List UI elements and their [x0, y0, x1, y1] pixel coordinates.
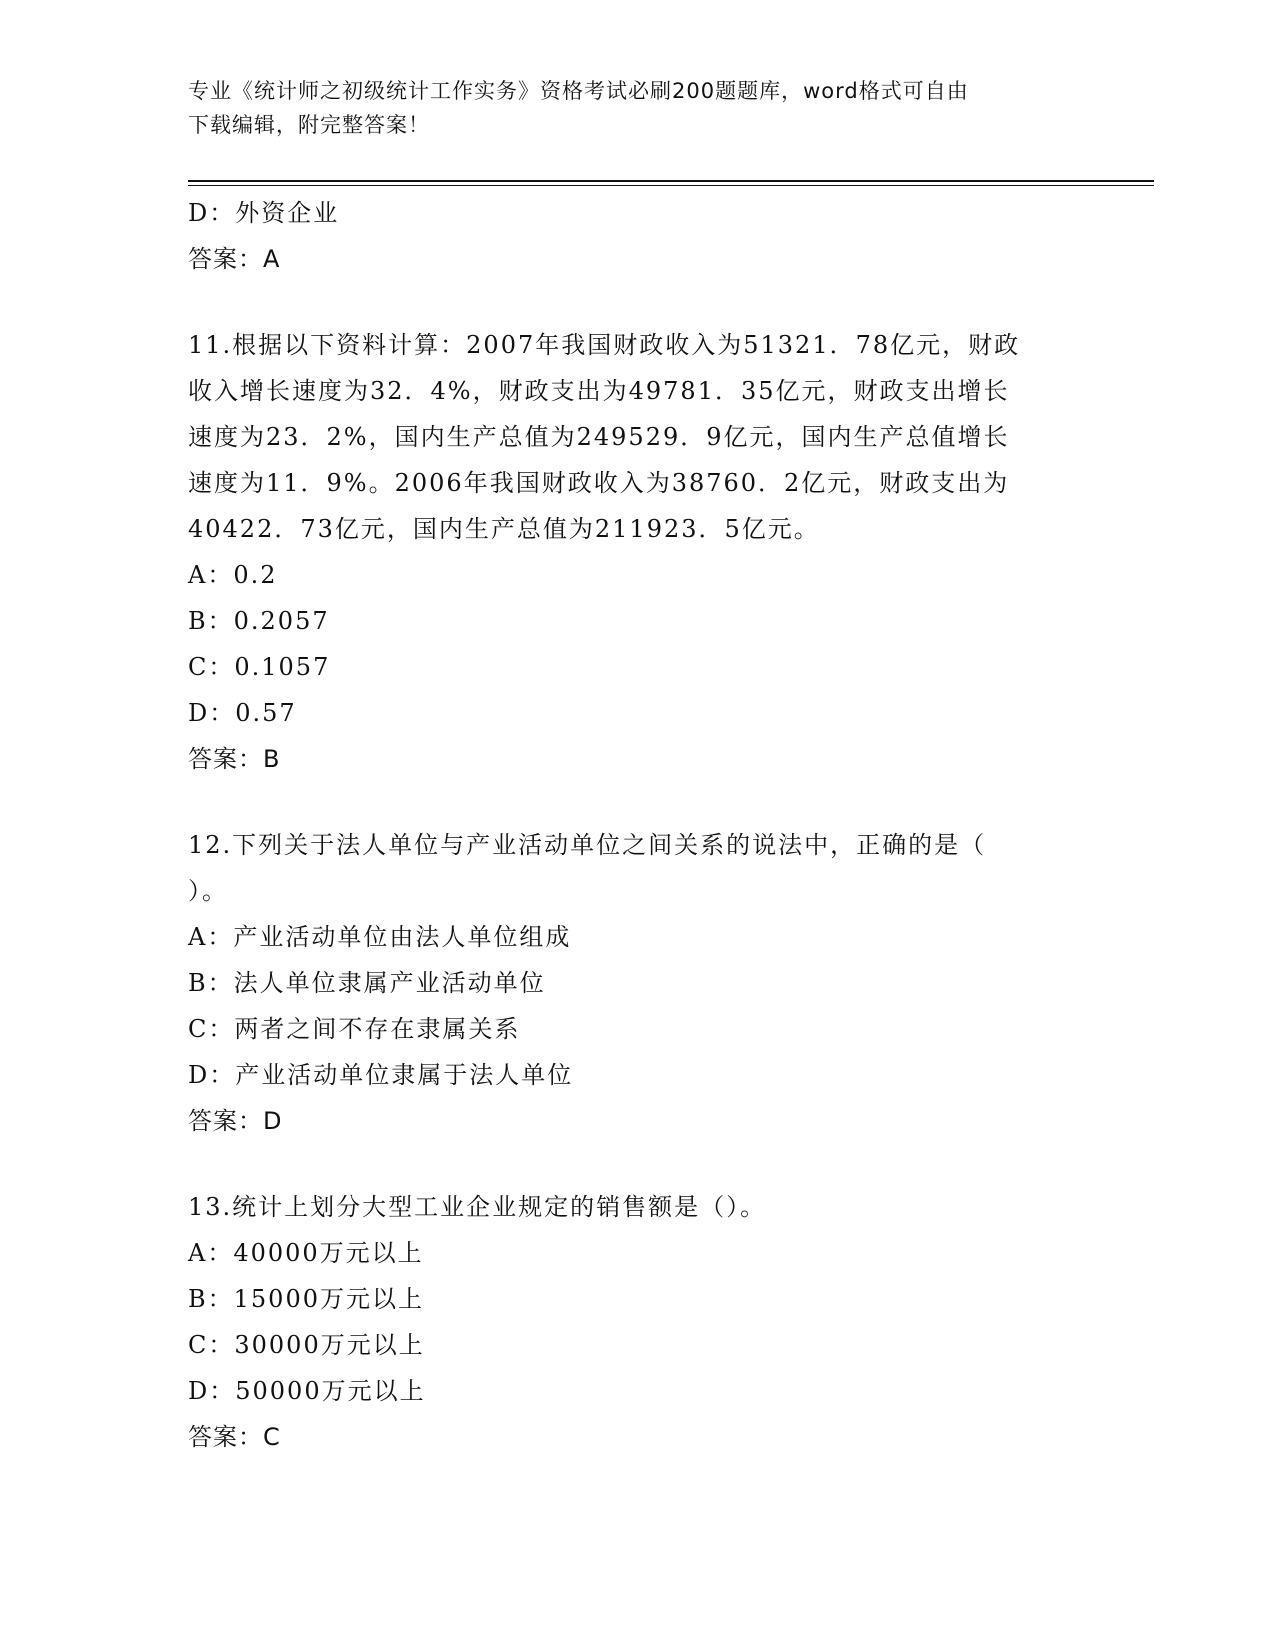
- question-stem: [188, 322, 1088, 552]
- stem-line: 速度为11．9%。2006年我国财政收入为38760．2亿元，财政支出为: [188, 469, 1010, 497]
- option-d: D：50000万元以上: [188, 1377, 426, 1405]
- question-stem: [188, 822, 1088, 914]
- question-11: [188, 322, 1088, 782]
- header-rule-thin: [188, 185, 1154, 186]
- option-a: A：0.2: [188, 561, 278, 589]
- header-line-2: 下载编辑，附完整答案！: [188, 113, 430, 137]
- spacer: [188, 782, 1088, 822]
- stem-line: 11.根据以下资料计算：2007年我国财政收入为51321．78亿元，财政: [188, 331, 1021, 359]
- question-stem: [188, 1184, 1088, 1230]
- spacer: [188, 1144, 1088, 1184]
- question-12: [188, 822, 1088, 1144]
- answer-line: 答案：B: [188, 745, 281, 773]
- option-a: A：40000万元以上: [188, 1239, 424, 1267]
- header-rule-thick: [188, 180, 1154, 182]
- spacer: [188, 282, 1088, 322]
- stem-line: ）。: [188, 877, 228, 905]
- option-d: D：外资企业: [188, 199, 340, 227]
- option-c: C：两者之间不存在隶属关系: [188, 1015, 521, 1043]
- stem-line: 速度为23．2%，国内生产总值为249529．9亿元，国内生产总值增长: [188, 423, 1010, 451]
- stem-line: 40422．73亿元，国内生产总值为211923．5亿元。: [188, 515, 820, 543]
- prev-question-tail: [188, 190, 1088, 282]
- answer-line: 答案：D: [188, 1107, 283, 1135]
- option-c: C：30000万元以上: [188, 1331, 425, 1359]
- stem-line: 13.统计上划分大型工业企业规定的销售额是（）。: [188, 1193, 767, 1221]
- option-c: C：0.1057: [188, 653, 331, 681]
- header-line-1: 专业《统计师之初级统计工作实务》资格考试必刷200题题库，word格式可自由: [188, 79, 969, 103]
- document-body: [188, 190, 1088, 1460]
- option-d: D：产业活动单位隶属于法人单位: [188, 1061, 574, 1089]
- question-13: [188, 1184, 1088, 1460]
- option-b: B：15000万元以上: [188, 1285, 424, 1313]
- option-b: B：0.2057: [188, 607, 330, 635]
- option-a: A：产业活动单位由法人单位组成: [188, 923, 572, 951]
- stem-line: 收入增长速度为32．4%，财政支出为49781．35亿元，财政支出增长: [188, 377, 1010, 405]
- option-d: D：0.57: [188, 699, 297, 727]
- page-header: [188, 74, 1088, 142]
- answer-line: 答案：C: [188, 1423, 281, 1451]
- stem-line: 12.下列关于法人单位与产业活动单位之间关系的说法中，正确的是（: [188, 831, 987, 859]
- answer-line: 答案：A: [188, 245, 281, 273]
- option-b: B：法人单位隶属产业活动单位: [188, 969, 546, 997]
